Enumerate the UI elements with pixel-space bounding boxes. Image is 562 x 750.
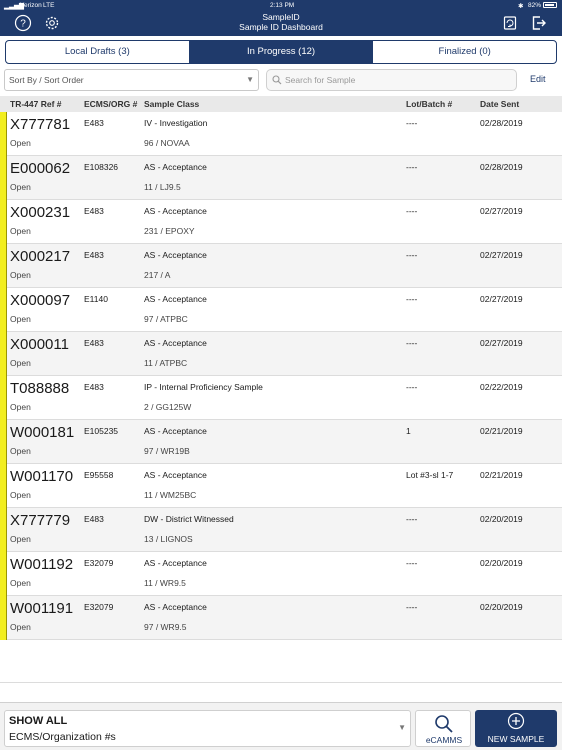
sample-class: AS - Acceptance (144, 338, 207, 348)
ecms-number: E32079 (84, 602, 114, 612)
sample-sub: 11 / ATPBC (144, 358, 188, 368)
ref-number: X000217 (10, 248, 71, 265)
lot-batch: ---- (406, 602, 418, 612)
lot-batch: ---- (406, 206, 418, 216)
table-row[interactable] (0, 464, 562, 508)
sample-class: AS - Acceptance (144, 558, 207, 568)
status-tabs (5, 40, 557, 64)
ecms-number: E483 (84, 206, 104, 216)
table-row[interactable] (0, 156, 562, 200)
ecamms-label: eCAMMS (425, 735, 463, 745)
lot-batch: Lot #3-sl 1-7 (406, 470, 454, 480)
sample-sub: 96 / NOVAA (144, 138, 190, 148)
ref-number: X777779 (10, 512, 71, 529)
bluetooth-icon: ✱ (518, 3, 524, 10)
table-row[interactable] (0, 508, 562, 552)
carrier-label: Verizon (20, 2, 42, 9)
row-status: Open (10, 402, 31, 412)
ecamms-button[interactable] (415, 710, 471, 747)
ecms-filter-dropdown[interactable] (4, 710, 411, 747)
row-marker (0, 244, 7, 288)
sample-sub: 97 / WR19B (144, 446, 190, 456)
ecms-number: E32079 (84, 558, 114, 568)
table-row[interactable] (0, 376, 562, 420)
date-sent: 02/20/2019 (480, 514, 523, 524)
row-marker (0, 552, 7, 596)
svg-text:?: ? (20, 18, 26, 30)
lot-batch: ---- (406, 294, 418, 304)
date-sent: 02/20/2019 (480, 602, 523, 612)
ecms-number: E483 (84, 514, 104, 524)
dropdown-caret-icon: ▼ (398, 723, 406, 732)
date-sent: 02/20/2019 (480, 558, 523, 568)
status-bar (0, 0, 562, 11)
date-sent: 02/21/2019 (480, 426, 523, 436)
sample-sub: 97 / ATPBC (144, 314, 188, 324)
sample-sub: 11 / LJ9.5 (144, 182, 181, 192)
date-sent: 02/21/2019 (480, 470, 523, 480)
col-lot[interactable]: Lot/Batch # (406, 99, 453, 109)
sample-sub: 2 / GG125W (144, 402, 192, 412)
lot-batch: ---- (406, 558, 418, 568)
ref-number: E000062 (10, 160, 71, 177)
battery-icon (543, 2, 557, 8)
sample-sub: 217 / A (144, 270, 171, 280)
row-status: Open (10, 182, 31, 192)
row-status: Open (10, 578, 31, 588)
date-sent: 02/22/2019 (480, 382, 523, 392)
sample-sub: 97 / WR9.5 (144, 622, 187, 632)
lot-batch: ---- (406, 162, 418, 172)
row-marker (0, 200, 7, 244)
date-sent: 02/28/2019 (480, 162, 523, 172)
sample-class: AS - Acceptance (144, 294, 207, 304)
sample-class: AS - Acceptance (144, 470, 207, 480)
signal-icon: ▂▃▅▇ (4, 3, 24, 10)
table-row[interactable] (0, 596, 562, 640)
lot-batch: ---- (406, 514, 418, 524)
sync-icon[interactable] (501, 14, 519, 32)
row-marker (0, 420, 7, 464)
col-ecms[interactable]: ECMS/ORG # (84, 99, 138, 109)
row-status: Open (10, 358, 31, 368)
search-placeholder: Search for Sample (285, 75, 356, 85)
sample-class: AS - Acceptance (144, 206, 207, 216)
list-end-divider (0, 682, 562, 683)
ref-number: W001191 (10, 600, 74, 617)
tab-finalized[interactable]: Finalized (0) (438, 46, 491, 57)
sample-sub: 231 / EPOXY (144, 226, 195, 236)
table-row[interactable] (0, 552, 562, 596)
dropdown-caret-icon: ▼ (246, 75, 254, 84)
ref-number: W001192 (10, 556, 74, 573)
ecms-number: E105235 (84, 426, 119, 436)
sample-class: AS - Acceptance (144, 602, 207, 612)
ref-number: X000097 (10, 292, 71, 309)
lot-batch: ---- (406, 118, 418, 128)
col-ref[interactable]: TR-447 Ref # (10, 99, 62, 109)
network-label: LTE (43, 2, 55, 9)
ref-number: X000011 (10, 336, 69, 353)
sample-sub: 11 / WR9.5 (144, 578, 186, 588)
ecms-number: E1140 (84, 294, 108, 304)
ref-number: W001170 (10, 468, 74, 485)
dashboard-subtitle: Sample ID Dashboard (239, 21, 323, 32)
table-row[interactable] (0, 112, 562, 156)
row-marker (0, 156, 7, 200)
bottom-toolbar (0, 702, 562, 750)
battery-percent: 82% (528, 2, 542, 9)
ref-number: T088888 (10, 380, 70, 397)
table-row[interactable] (0, 244, 562, 288)
row-marker (0, 376, 7, 420)
ecms-number: E483 (84, 118, 104, 128)
row-marker (0, 332, 7, 376)
sample-class: DW - District Witnessed (144, 514, 234, 524)
tab-in-progress[interactable]: In Progress (12) (190, 41, 374, 63)
clock: 2:13 PM (270, 2, 295, 9)
add-circle-icon (507, 712, 525, 730)
magnifier-icon (433, 713, 455, 735)
table-row[interactable] (0, 200, 562, 244)
sample-sub: 13 / LIGNOS (144, 534, 193, 544)
sort-label: Sort By / Sort Order (9, 75, 84, 85)
ref-number: X000231 (10, 204, 71, 221)
ecms-number: E483 (84, 382, 104, 392)
ecms-number: E95558 (84, 470, 114, 480)
lot-batch: ---- (406, 250, 418, 260)
row-status: Open (10, 138, 31, 148)
table-row[interactable] (0, 288, 562, 332)
navbar (0, 11, 562, 36)
date-sent: 02/27/2019 (480, 338, 523, 348)
new-sample-label: NEW SAMPLE (487, 734, 545, 744)
app-title: SampleID (262, 12, 300, 22)
row-status: Open (10, 226, 31, 236)
row-marker (0, 288, 7, 332)
new-sample-button[interactable] (475, 710, 557, 747)
table-row[interactable] (0, 332, 562, 376)
lot-batch: 1 (406, 426, 411, 436)
sample-class: IV - Investigation (144, 118, 208, 128)
sample-class: IP - Internal Proficiency Sample (144, 382, 263, 392)
row-status: Open (10, 622, 31, 632)
sort-dropdown[interactable] (4, 69, 259, 91)
table-row[interactable] (0, 420, 562, 464)
sample-class: AS - Acceptance (144, 426, 207, 436)
date-sent: 02/28/2019 (480, 118, 523, 128)
filter-title: SHOW ALL (9, 715, 68, 727)
ecms-number: E108326 (84, 162, 119, 172)
search-icon (272, 75, 282, 85)
col-sample-class[interactable]: Sample Class (144, 99, 200, 109)
row-marker (0, 508, 7, 552)
ecms-number: E483 (84, 338, 104, 348)
ecms-number: E483 (84, 250, 104, 260)
date-sent: 02/27/2019 (480, 294, 523, 304)
sample-sub: 11 / WM25BC (144, 490, 197, 500)
page-title (0, 13, 562, 32)
row-status: Open (10, 490, 31, 500)
row-status: Open (10, 314, 31, 324)
date-sent: 02/27/2019 (480, 206, 523, 216)
col-date[interactable]: Date Sent (480, 99, 520, 109)
row-status: Open (10, 534, 31, 544)
ref-number: W000181 (10, 424, 75, 441)
sample-class: AS - Acceptance (144, 162, 207, 172)
row-marker (0, 596, 7, 640)
row-status: Open (10, 270, 31, 280)
lot-batch: ---- (406, 338, 418, 348)
lot-batch: ---- (406, 382, 418, 392)
date-sent: 02/27/2019 (480, 250, 523, 260)
search-input[interactable] (266, 69, 517, 91)
filter-subtitle: ECMS/Organization #s (9, 731, 116, 743)
table-header (0, 96, 562, 112)
tab-local-drafts[interactable]: Local Drafts (3) (6, 41, 190, 63)
ref-number: X777781 (10, 116, 71, 133)
sample-class: AS - Acceptance (144, 250, 207, 260)
row-status: Open (10, 446, 31, 456)
row-marker (0, 464, 7, 508)
sample-list (0, 112, 562, 640)
logout-icon[interactable] (530, 14, 548, 32)
row-marker (0, 112, 7, 156)
edit-button[interactable]: Edit (530, 74, 546, 84)
